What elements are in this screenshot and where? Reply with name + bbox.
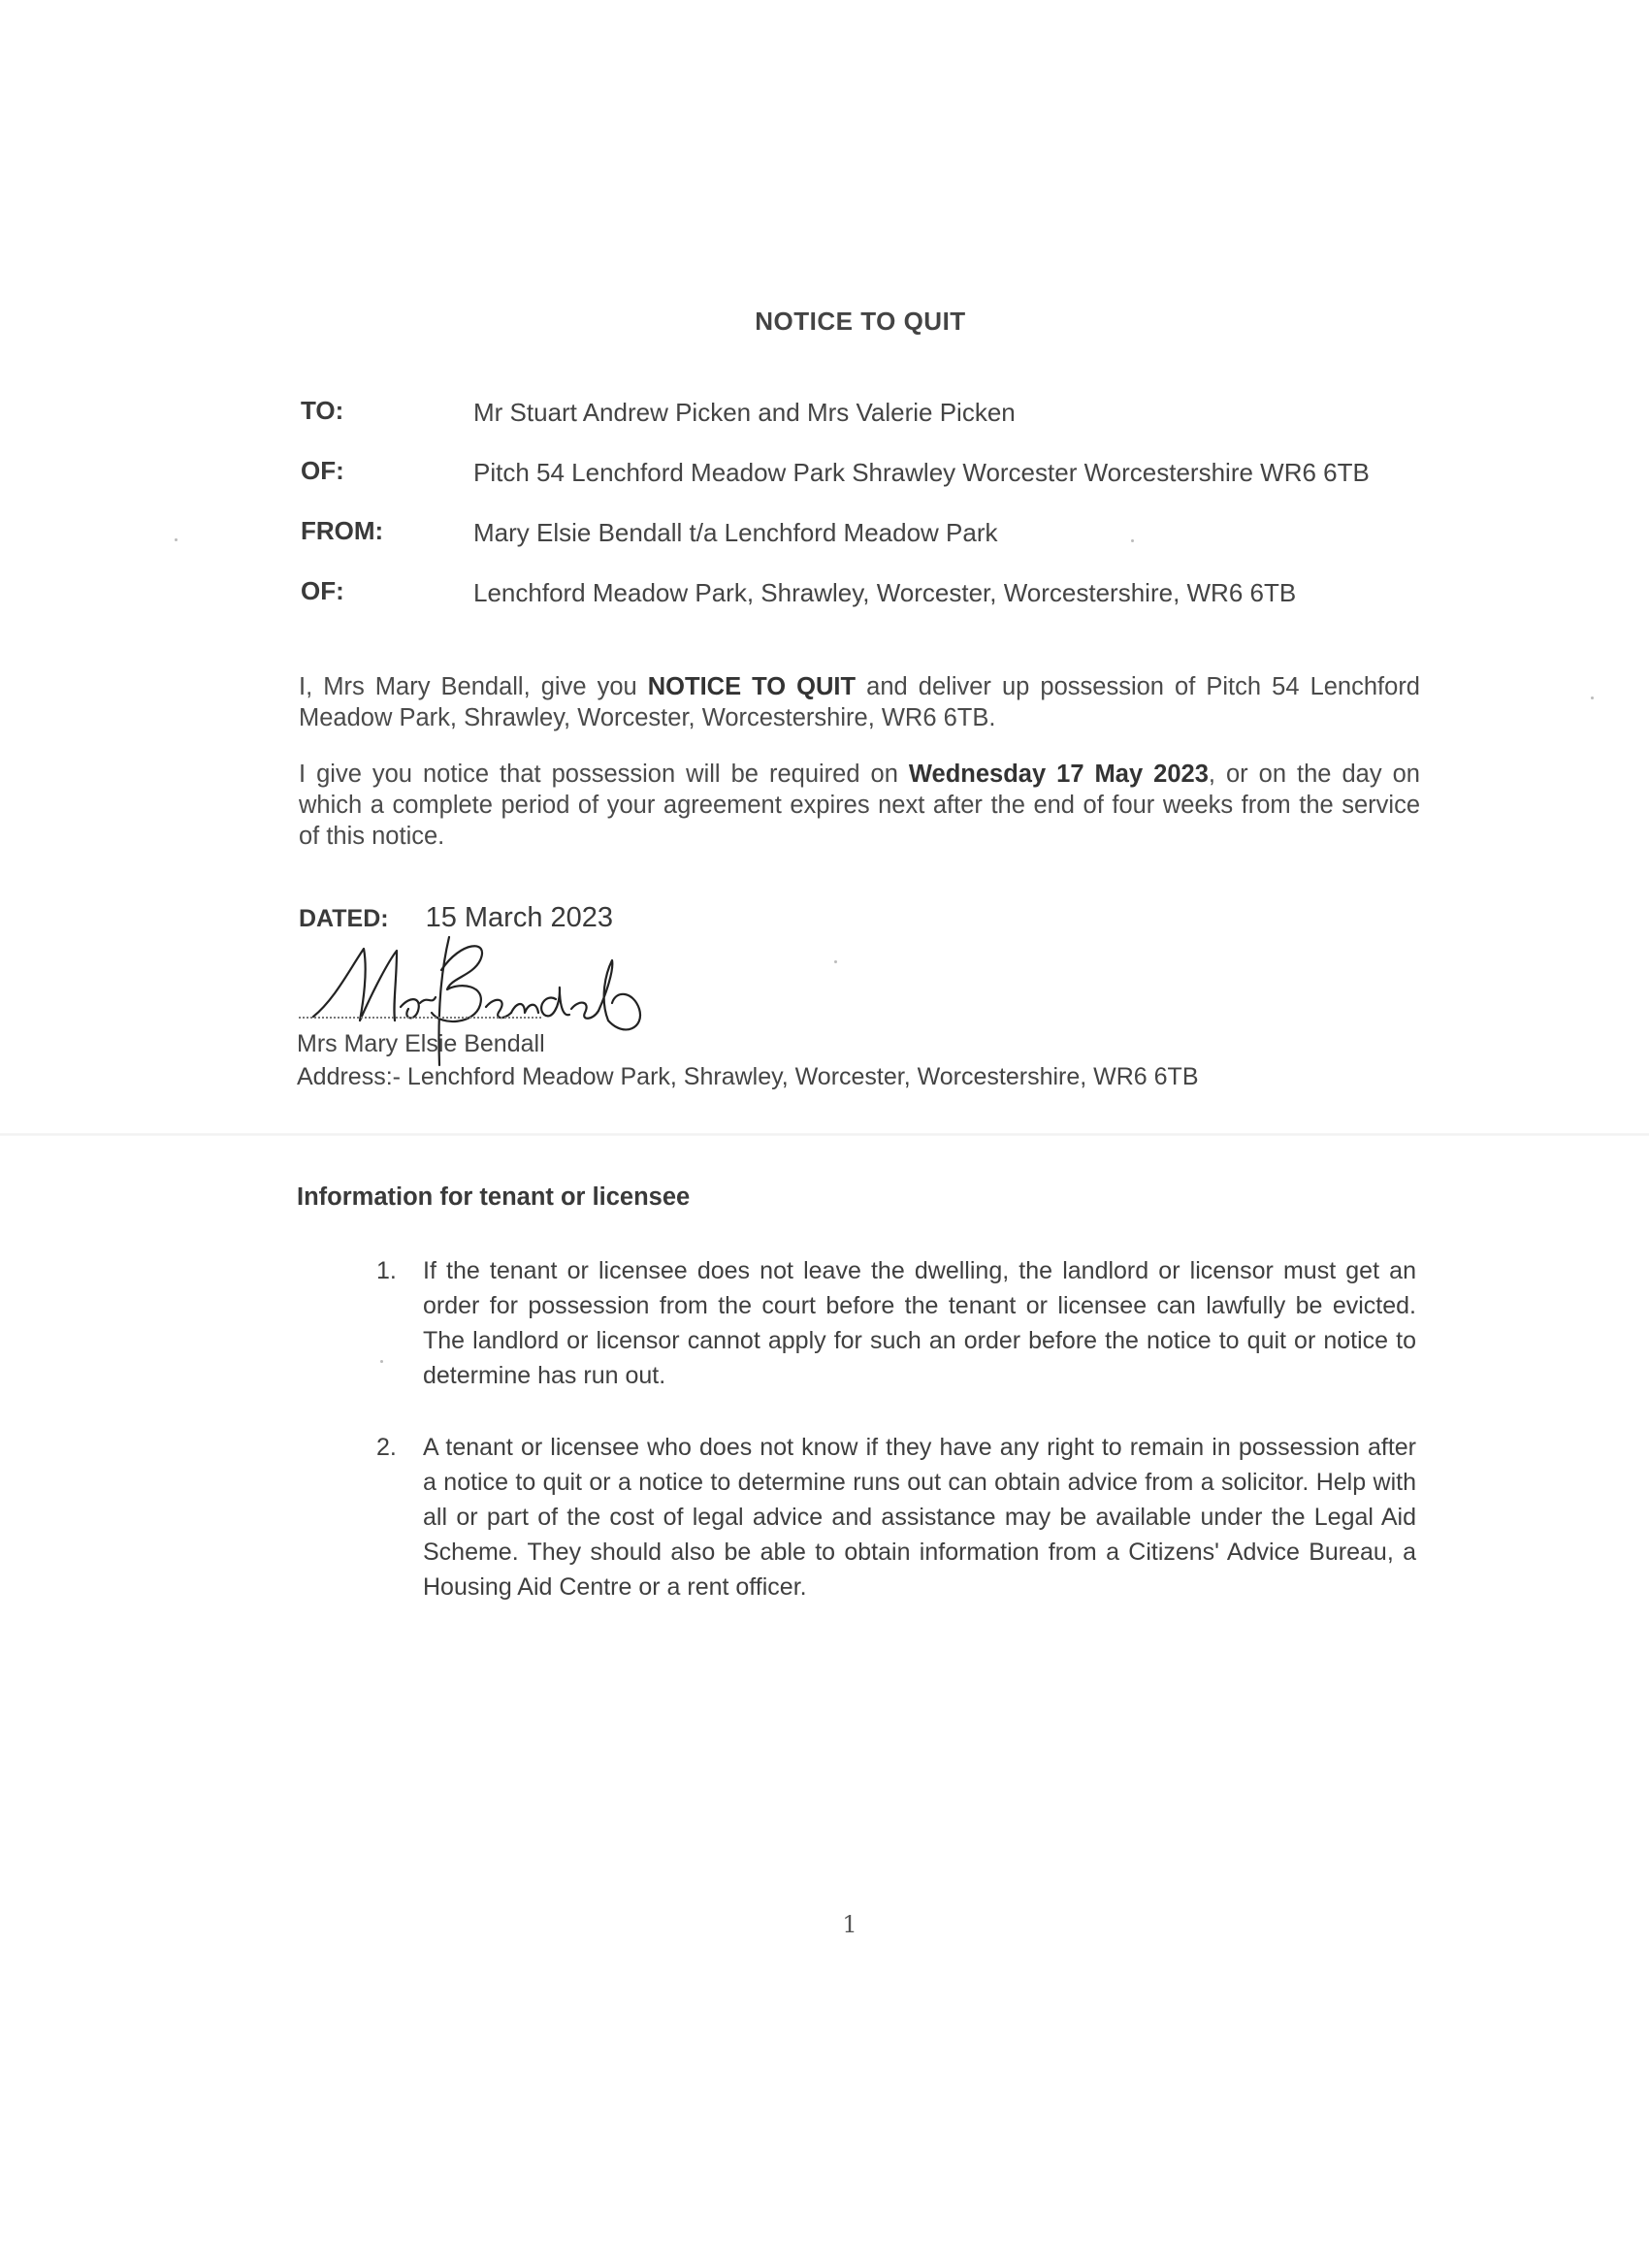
possession-prefix: I give you notice that possession will be required on xyxy=(299,761,909,788)
signature-line xyxy=(299,1017,541,1019)
from-value: Mary Elsie Bendall t/a Lenchford Meadow Park xyxy=(473,518,998,547)
paper-fold-line xyxy=(0,1133,1649,1136)
notice-prefix: I, Mrs Mary Bendall, give you xyxy=(299,673,648,700)
from-label: FROM: xyxy=(301,516,384,545)
information-item-number: 1. xyxy=(376,1257,397,1284)
dated-line xyxy=(299,902,613,934)
landlord-address-label: OF: xyxy=(301,576,344,605)
notice-emphasis: NOTICE TO QUIT xyxy=(647,673,857,700)
information-item-number: 2. xyxy=(376,1434,397,1461)
scan-speck xyxy=(1591,697,1594,699)
landlord-address-value: Lenchford Meadow Park, Shrawley, Worcester, Worcestershire, WR6 6TB xyxy=(473,578,1297,607)
tenant-address-value: Pitch 54 Lenchford Meadow Park Shrawley Worcester Worcestershire WR6 6TB xyxy=(473,458,1370,487)
scan-speck xyxy=(175,538,178,541)
possession-paragraph xyxy=(299,759,1420,852)
information-heading: Information for tenant or licensee xyxy=(297,1183,691,1211)
to-label: TO: xyxy=(301,396,344,425)
scan-speck xyxy=(380,1360,383,1363)
page-number: 1 xyxy=(842,1911,857,1938)
scan-speck xyxy=(834,960,837,963)
possession-suffix: , or on the day on which a complete period of your agreement expires next after the end of four weeks from the service of this notice. xyxy=(299,761,1420,850)
notice-paragraph xyxy=(299,671,1420,733)
signatory-address: Address:- Lenchford Meadow Park, Shrawley, Worcester, Worcestershire, WR6 6TB xyxy=(297,1063,1199,1090)
scan-speck xyxy=(1131,539,1134,542)
document-title: NOTICE TO QUIT xyxy=(755,307,966,336)
information-item-text: A tenant or licensee who does not know if they have any right to remain in possession after a notice to quit or a notice to determine runs out can obtain advice from a solicitor. Help with all or part of the cost of legal advice and assistance may be available under the Legal Aid Scheme. They should also be able to obtain information from a Citizens' Advice Bureau, a Housing Aid Centre or a rent officer. xyxy=(423,1434,1416,1601)
information-item-text: If the tenant or licensee does not leave the dwelling, the landlord or licensor must get an order for possession from the court before the tenant or licensee can lawfully be evicted. The landlord or licensor cannot apply for such an order before the notice to quit or notice to determine has run out. xyxy=(423,1257,1416,1389)
signatory-name: Mrs Mary Elsie Bendall xyxy=(297,1030,545,1057)
possession-date: Wednesday 17 May 2023 xyxy=(908,761,1209,788)
notice-suffix: and deliver up possession of Pitch 54 Lenchford Meadow Park, Shrawley, Worcester, Worcestershire, WR6 6TB. xyxy=(299,673,1420,731)
to-value: Mr Stuart Andrew Picken and Mrs Valerie Picken xyxy=(473,398,1016,427)
dated-value: 15 March 2023 xyxy=(425,902,614,933)
tenant-address-label: OF: xyxy=(301,456,344,485)
dated-label: DATED: xyxy=(299,905,389,932)
